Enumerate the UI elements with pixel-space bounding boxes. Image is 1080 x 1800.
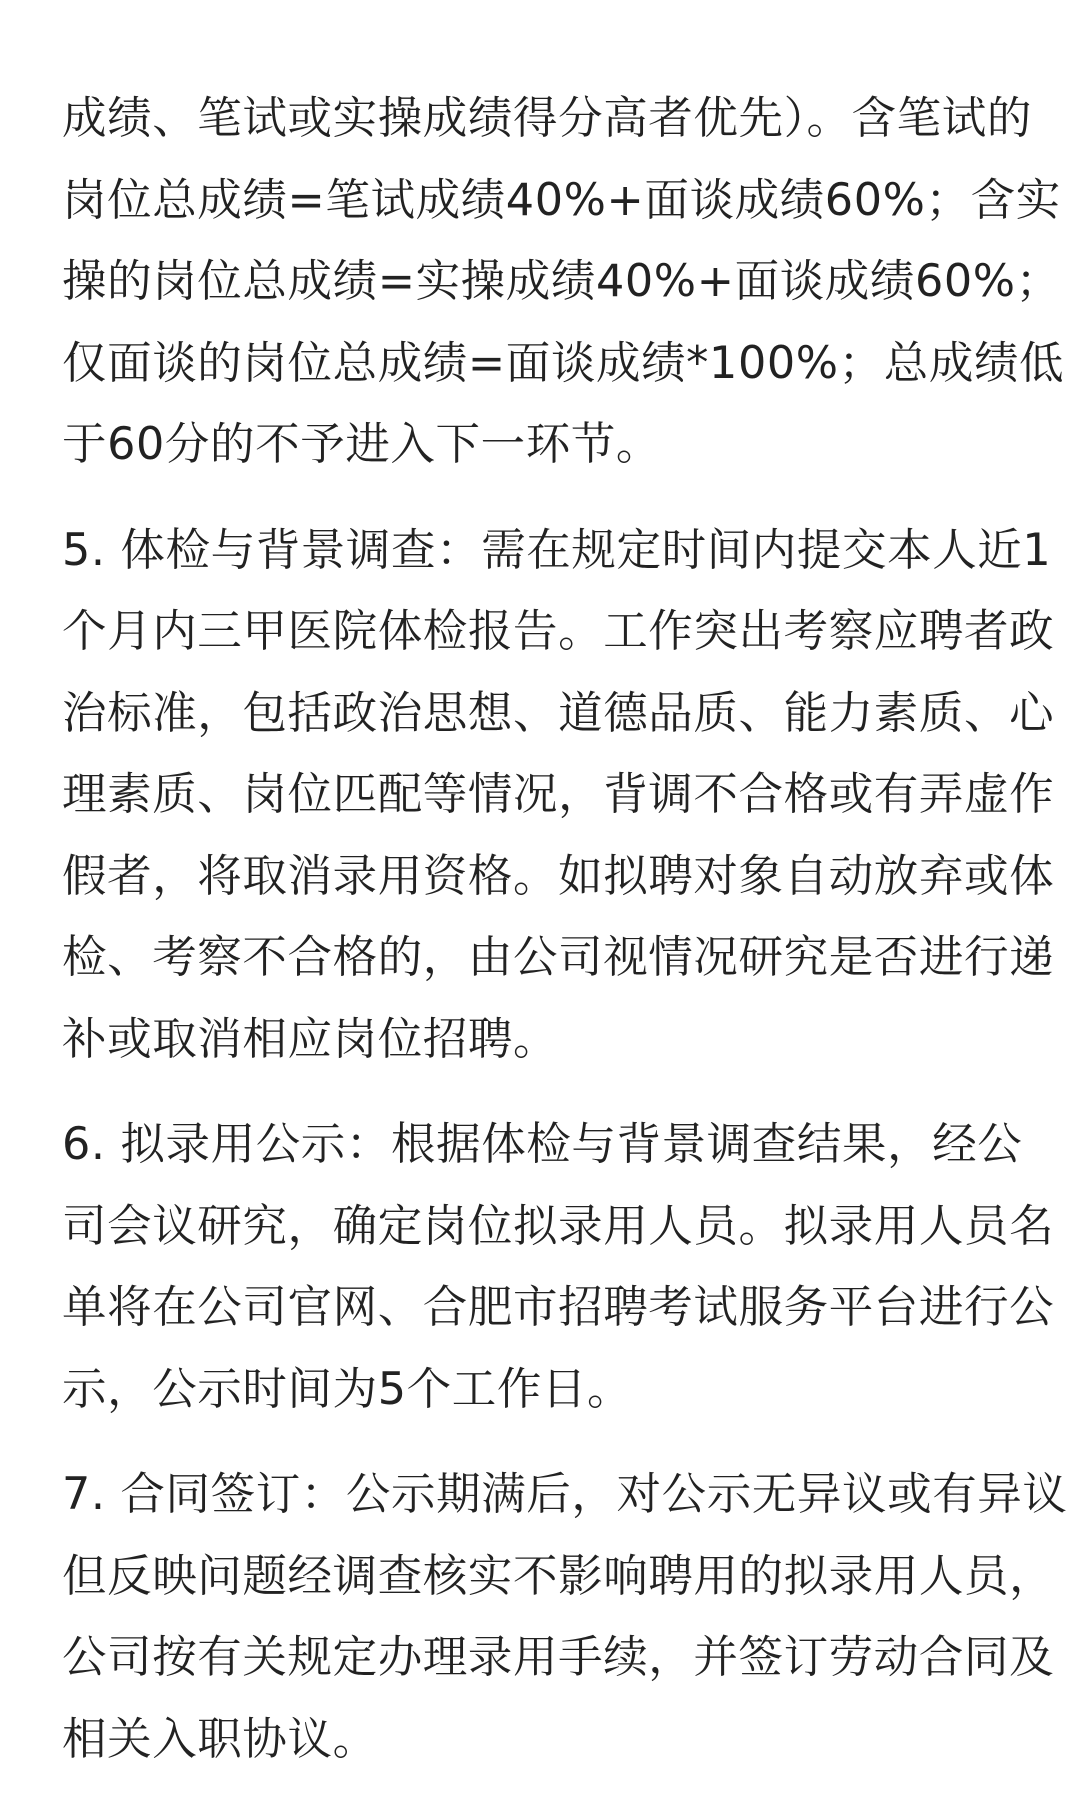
text-line: 假者，将取消录用资格。如拟聘对象自动放弃或体: [62, 850, 1055, 902]
text-line: 操的岗位总成绩=实操成绩40%+面谈成绩60%；: [62, 256, 1061, 307]
text-line: 6. 拟录用公示：根据体检与背景调查结果，经公: [62, 1119, 1023, 1170]
text-line: 相关入职协议。: [62, 1713, 378, 1765]
text-line: 岗位总成绩=笔试成绩40%+面谈成绩60%；含实: [62, 174, 1061, 226]
text-line: 司会议研究，确定岗位拟录用人员。拟录用人员名: [62, 1200, 1055, 1252]
text-line: 5. 体检与背景调查：需在规定时间内提交本人近1: [62, 524, 1052, 576]
text-line: 于60分的不予进入下一环节。: [62, 419, 662, 470]
text-line: 检、考察不合格的，由公司视情况研究是否进行递: [62, 932, 1055, 983]
paragraph-medical-background-check: [62, 510, 1055, 1081]
paragraph-contract-signing: [62, 1454, 1068, 1780]
text-line: 7. 合同签订：公示期满后，对公示无异议或有异议: [62, 1469, 1068, 1520]
text-line: 理素质、岗位匹配等情况，背调不合格或有弄虚作: [62, 769, 1055, 820]
text-line: 但反映问题经调查核实不影响聘用的拟录用人员，: [62, 1550, 1055, 1602]
text-line: 治标准，包括政治思想、道德品质、能力素质、心: [62, 687, 1055, 739]
paragraph-public-notice: [62, 1104, 1055, 1430]
text-line: 个月内三甲医院体检报告。工作突出考察应聘者政: [62, 606, 1055, 657]
text-line: 公司按有关规定办理录用手续，并签订劳动合同及: [62, 1632, 1055, 1683]
article-body: [62, 78, 1068, 1780]
text-line: 单将在公司官网、合肥市招聘考试服务平台进行公: [62, 1282, 1055, 1333]
paragraph-score-rules: [62, 78, 1065, 486]
text-line: 补或取消相应岗位招聘。: [62, 1013, 559, 1065]
text-line: 成绩、笔试或实操成绩得分高者优先）。含笔试的: [62, 93, 1032, 144]
text-line: 仅面谈的岗位总成绩=面谈成绩*100%；总成绩低: [62, 337, 1065, 389]
text-line: 示，公示时间为5个工作日。: [62, 1363, 633, 1415]
